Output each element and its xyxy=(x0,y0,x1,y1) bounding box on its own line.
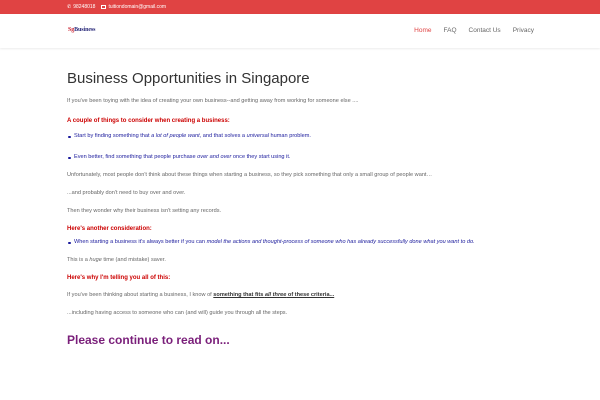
phone-icon: ✆ xyxy=(67,3,72,10)
site-header xyxy=(0,14,600,48)
list-item: When starting a business it's always better if you can model the actions and thought-process of someone who has already successfully done what you want to do. xyxy=(67,239,537,246)
continue-reading-heading: Please continue to read on... xyxy=(67,333,230,347)
nav-home[interactable]: Home xyxy=(414,27,432,34)
considerations-list xyxy=(67,133,537,161)
top-bar xyxy=(0,0,600,14)
paragraph: If you've been thinking about starting a business, I know of something that fits all three of these criteria... xyxy=(67,292,335,298)
intro-paragraph: If you've been toying with the idea of creating your own business--and getting away from working for someone else .... xyxy=(67,98,359,104)
paragraph: Then they wonder why their business isn't setting any records. xyxy=(67,208,222,214)
paragraph: This is a huge time (and mistake) saver. xyxy=(67,257,166,263)
criteria-link[interactable]: something that fits all three of these criteria... xyxy=(213,292,335,298)
paragraph: ...and probably don't need to buy over and over. xyxy=(67,190,186,196)
phone-contact[interactable] xyxy=(67,4,95,10)
site-logo[interactable] xyxy=(68,27,95,33)
modeling-list xyxy=(67,239,537,246)
email-address: tuitiondomain@gmail.com xyxy=(108,4,167,10)
paragraph: ...including having access to someone who can (and will) guide you through all the steps. xyxy=(67,310,288,316)
email-contact[interactable] xyxy=(101,4,166,10)
phone-number: 98248018 xyxy=(73,4,96,10)
nav-faq[interactable]: FAQ xyxy=(443,27,457,34)
list-item: Even better, find something that people purchase over and over once they start using it. xyxy=(67,154,537,161)
list-item: Start by finding something that a lot of people want, and that solves a universal human problem. xyxy=(67,133,537,140)
nav-contact-us[interactable]: Contact Us xyxy=(468,27,501,34)
section-heading-why: Here's why I'm telling you all of this: xyxy=(67,275,171,281)
section-heading-consideration: Here's another consideration: xyxy=(67,226,152,232)
logo-sg: Sg xyxy=(68,27,75,33)
main-nav xyxy=(402,27,534,34)
envelope-icon xyxy=(101,5,106,9)
article-content xyxy=(67,70,537,347)
page-title: Business Opportunities in Singapore xyxy=(67,70,310,87)
logo-business: Business xyxy=(74,27,96,33)
paragraph: Unfortunately, most people don't think about these things when starting a business, so they pick something that only a small group of people want… xyxy=(67,172,433,178)
nav-privacy[interactable]: Privacy xyxy=(512,27,534,34)
section-heading-considerations: A couple of things to consider when creating a business: xyxy=(67,118,230,124)
